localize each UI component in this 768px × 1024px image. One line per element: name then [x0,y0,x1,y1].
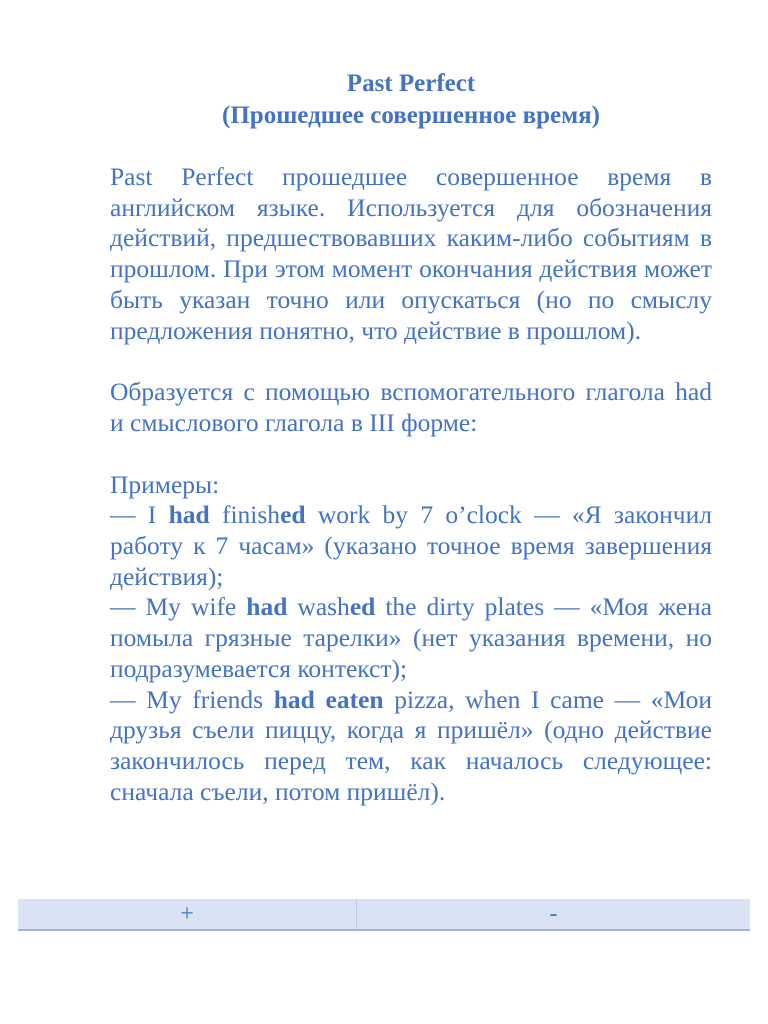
pros-cons-table [18,899,750,931]
minus-header-cell: - [357,899,751,930]
example-item: — I had finished work by 7 o’clock — «Я закончил работу к 7 часам» (указано точное время завершения действия); [110,500,712,591]
examples-heading: Примеры: [110,469,220,499]
page-title: Past Perfect [346,70,476,97]
example-item: — My friends had eaten pizza, when I came — «Мои друзья съели пиццу, когда я пришёл» (одно действие закончилось перед тем, как началось следующее: сначала съели, потом пришёл). [110,684,712,806]
page-subtitle: (Прошедшее совершенное время) [222,102,600,129]
example-item: — My wife had washed the dirty plates — «Моя жена помыла грязные тарелки» (нет указания времени, но подразумевается контекст); [110,592,712,683]
title-block [110,68,712,132]
plus-header-cell: + [18,899,357,930]
formation-paragraph: Образуется с помощью вспомогательного глагола had и смыслового глагола в III форме: [110,377,712,437]
document-body [110,162,712,807]
intro-paragraph: Past Perfect прошедшее совершенное время в английском языке. Используется для обозначения действий, предшествовавших каким-либо событиям в прошлом. При этом момент окончания действия может быть указан точно или опускаться (но по смыслу предложения понятно, что действие в прошлом). [110,162,712,345]
